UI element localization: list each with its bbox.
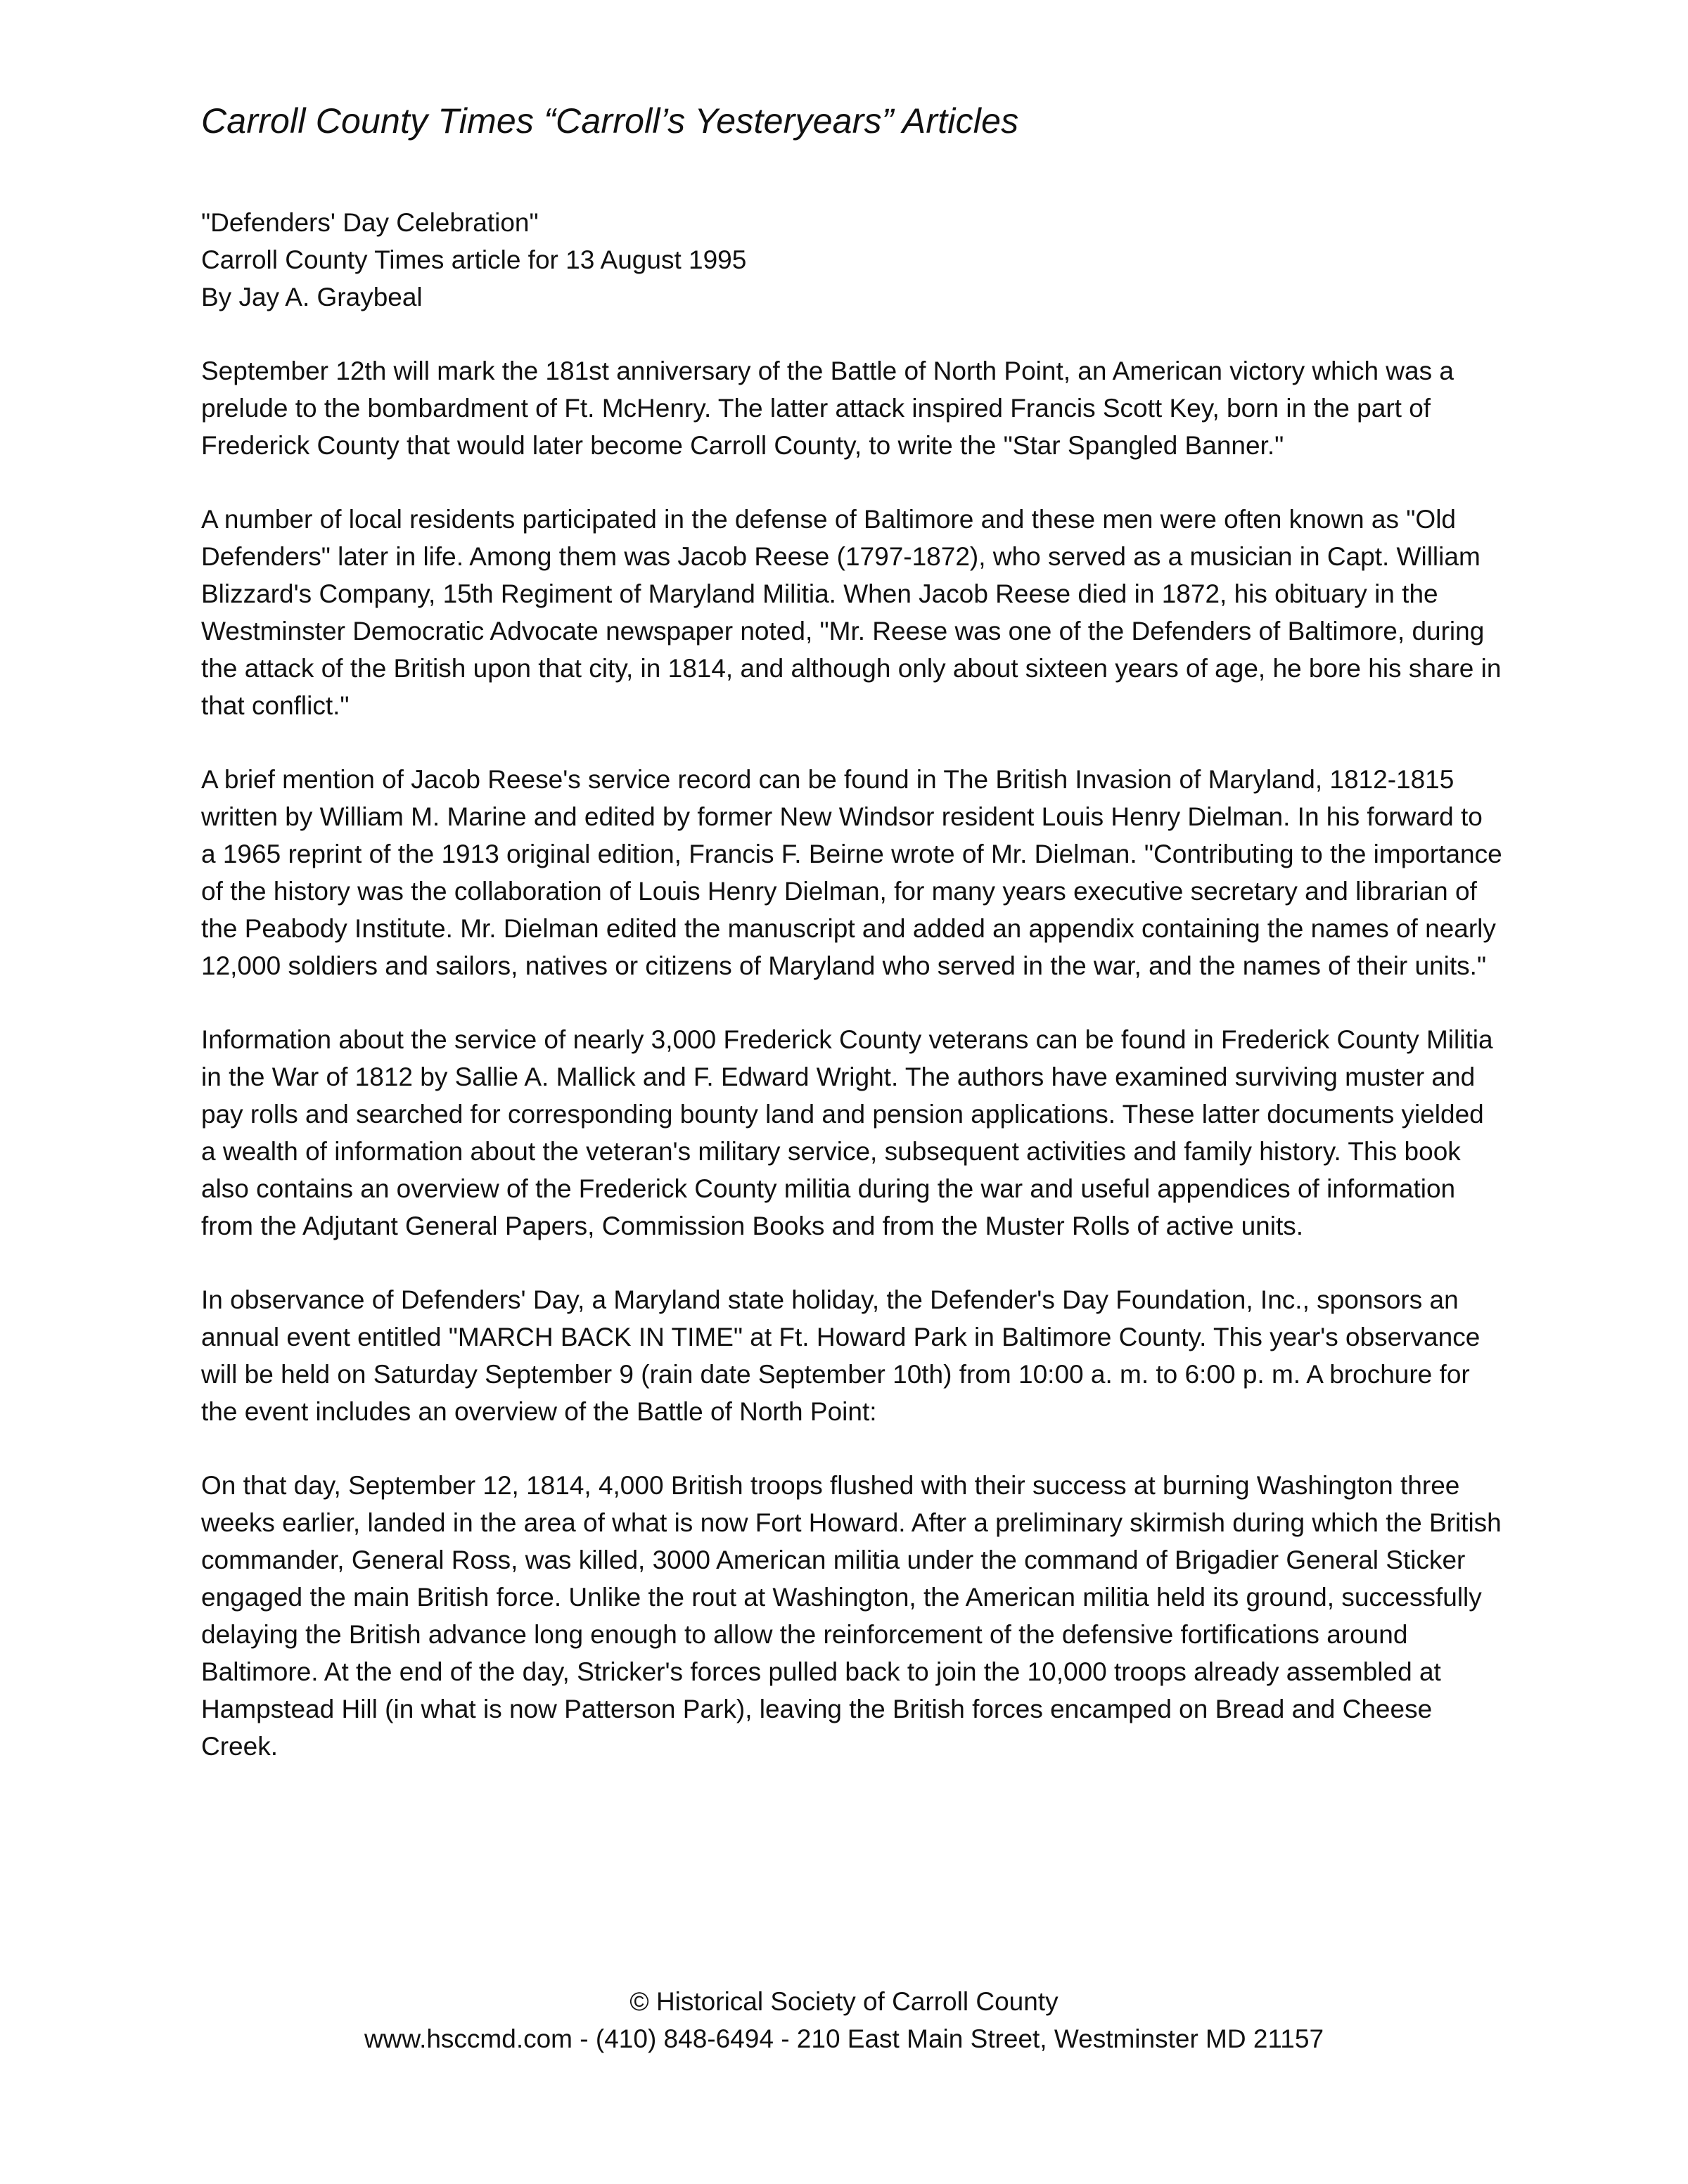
document-footer (0, 1983, 1688, 2057)
article-paragraph-4: Information about the service of nearly 3,000 Frederick County veterans can be found in Frederick County Militia in the War of 1812 by Sallie A. Mallick and F. Edward Wright. The authors have examined surviving muster and pay rolls and searched for corresponding bounty land and pension applications. These latter documents yielded a wealth of information about the veteran's military service, subsequent activities and family history. This book also contains an overview of the Frederick County militia during the war and useful appendices of information from the Adjutant General Papers, Commission Books and from the Muster Rolls of active units. (201, 1025, 1493, 1240)
article-paragraph-3: A brief mention of Jacob Reese's service record can be found in The British Invasion of Maryland, 1812-1815 written by William M. Marine and edited by former New Windsor resident Louis Henry Dielman. In his forward to a 1965 reprint of the 1913 original edition, Francis F. Beirne wrote of Mr. Dielman. "Contributing to the importance of the history was the collaboration of Louis Henry Dielman, for many years executive secretary and librarian of the Peabody Institute. Mr. Dielman edited the manuscript and added an appendix containing the names of nearly 12,000 soldiers and sailors, natives or citizens of Maryland who served in the war, and the names of their units." (201, 765, 1502, 980)
article-paragraph-1: September 12th will mark the 181st anniversary of the Battle of North Point, an American victory which was a prelude to the bombardment of Ft. McHenry. The latter attack inspired Francis Scott Key, born in the part of Frederick County that would later become Carroll County, to write the "Star Spangled Banner." (201, 356, 1454, 460)
article-paragraph-2: A number of local residents participated in the defense of Baltimore and these men were often known as "Old Defenders" later in life. Among them was Jacob Reese (1797-1872), who served as a musician in Capt. William Blizzard's Company, 15th Regiment of Maryland Militia. When Jacob Reese died in 1872, his obituary in the Westminster Democratic Advocate newspaper noted, "Mr. Reese was one of the Defenders of Baltimore, during the attack of the British upon that city, in 1814, and although only about sixteen years of age, he bore his share in that conflict." (201, 505, 1502, 720)
footer-contact: www.hsccmd.com - (410) 848-6494 - 210 East Main Street, Westminster MD 21157 (364, 2024, 1324, 2053)
article-meta (201, 204, 1502, 316)
article-title: "Defenders' Day Celebration" (201, 208, 539, 237)
document-header-title: Carroll County Times “Carroll’s Yesteryears” Articles (201, 101, 1019, 141)
article-date-line: Carroll County Times article for 13 August 1995 (201, 245, 747, 274)
footer-copyright: © Historical Society of Carroll County (629, 1987, 1059, 2016)
article-paragraph-6: On that day, September 12, 1814, 4,000 British troops flushed with their success at burning Washington three weeks earlier, landed in the area of what is now Fort Howard. After a preliminary skirmish during which the British commander, General Ross, was killed, 3000 American militia under the command of Brigadier General Sticker engaged the main British force. Unlike the rout at Washington, the American militia held its ground, successfully delaying the British advance long enough to allow the reinforcement of the defensive fortifications around Baltimore. At the end of the day, Stricker's forces pulled back to join the 10,000 troops already assembled at Hampstead Hill (in what is now Patterson Park), leaving the British forces encamped on Bread and Cheese Creek. (201, 1471, 1502, 1761)
article-paragraph-5: In observance of Defenders' Day, a Maryland state holiday, the Defender's Day Foundation, Inc., sponsors an annual event entitled "MARCH BACK IN TIME" at Ft. Howard Park in Baltimore County. This year's observance will be held on Saturday September 9 (rain date September 10th) from 10:00 a. m. to 6:00 p. m. A brochure for the event includes an overview of the Battle of North Point: (201, 1285, 1481, 1426)
article-content (201, 204, 1502, 1801)
article-byline: By Jay A. Graybeal (201, 283, 423, 311)
